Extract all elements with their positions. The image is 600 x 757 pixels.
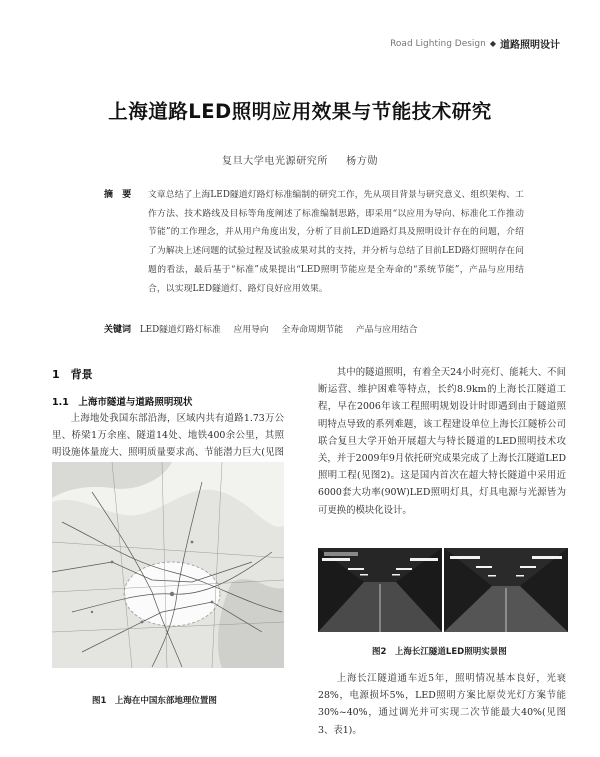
body-paragraph: 上海长江隧道通车近5年，照明情况基本良好，光衰28%，电源损坏5%，LED照明方案比原荧光灯方案节能30%~40%，通过调光并可实现二次节能最大40%(见图3、表1)。 <box>318 673 566 736</box>
right-column-lower <box>318 668 566 739</box>
abstract-text: 文章总结了上海LED隧道灯路灯标准编制的研究工作，先从项目背景与研究意义、组织架构、工作方法、技术路线及目标等角度阐述了标准编制思路，即采用“以应用为导向、标准化工作推动节能”的工作理念，并从用户角度出发，分析了目前LED道路灯具及照明设计存在的问题，介绍了为解决上述问题的试验过程及试验成果对其的支持，并分析与总结了目前LED路灯照明存在问题的看法，最后基于“标准”成果提出“LED照明节能应是全寿命的“系统节能”，产品与应用结合，以实现LED隧道灯、路灯良好应用效果。 <box>148 190 524 294</box>
shanghai-map-figure <box>52 462 284 668</box>
affiliation: 复旦大学电光源研究所 <box>222 156 328 167</box>
keywords <box>104 322 524 335</box>
section-name: 道路照明设计 <box>500 40 560 51</box>
diamond-icon: ◆ <box>489 39 496 48</box>
keyword: 全寿命周期节能 <box>281 325 344 335</box>
keyword: 产品与应用结合 <box>355 325 418 335</box>
paper-title: 上海道路LED照明应用效果与节能技术研究 <box>108 100 492 123</box>
right-column <box>318 362 566 519</box>
authors-line <box>0 152 600 167</box>
tunnel-photo-right <box>444 548 568 632</box>
tunnel-photo-figure <box>318 548 568 632</box>
author-name: 杨方勋 <box>346 156 378 167</box>
body-paragraph: 其中的隧道照明，有着全天24小时亮灯、能耗大、不间断运营、维护困难等特点，长约8.9km的上海长江隧道工程，早在2006年该工程照明规划设计时即遇到由于隧道照明特点导致的系列难题，该工程建设单位上海长江隧桥公司联合复旦大学开始开展超大与特长隧道的LED照明技术攻关，并于2009年9月依托研究成果完成了上海长江隧道LED照明工程(见图2)。这是国内首次在超大特长隧道中采用近6000套大功率(90W)LED照明灯具，灯具电源与光源皆为可更换的模块化设计。 <box>318 367 566 516</box>
map-image <box>52 462 284 668</box>
running-header <box>390 36 560 51</box>
keyword: 应用导向 <box>233 325 269 335</box>
abstract-label: 摘 要 <box>104 190 132 200</box>
keywords-label: 关键词 <box>104 325 132 335</box>
tunnel-photo-left <box>318 548 442 632</box>
abstract <box>104 186 524 298</box>
section-heading: 1 背景 <box>52 368 93 381</box>
keyword: LED隧道灯路灯标准 <box>139 325 221 335</box>
journal-name: Road Lighting Design <box>390 38 486 49</box>
figure-1-caption: 图1 上海在中国东部地理位置图 <box>92 696 217 706</box>
body-paragraph: 上海地处我国东部沿海，区域内共有道路1.73万公里、桥梁1万余座、隧道14处、地铁400余公里，其照明设施体量庞大、照明质量要求高、节能潜力巨大(见图 <box>52 413 284 459</box>
subsection-heading: 1.1 上海市隧道与道路照明现状 <box>52 397 193 408</box>
figure-2-caption: 图2 上海长江隧道LED照明实景图 <box>372 647 507 657</box>
